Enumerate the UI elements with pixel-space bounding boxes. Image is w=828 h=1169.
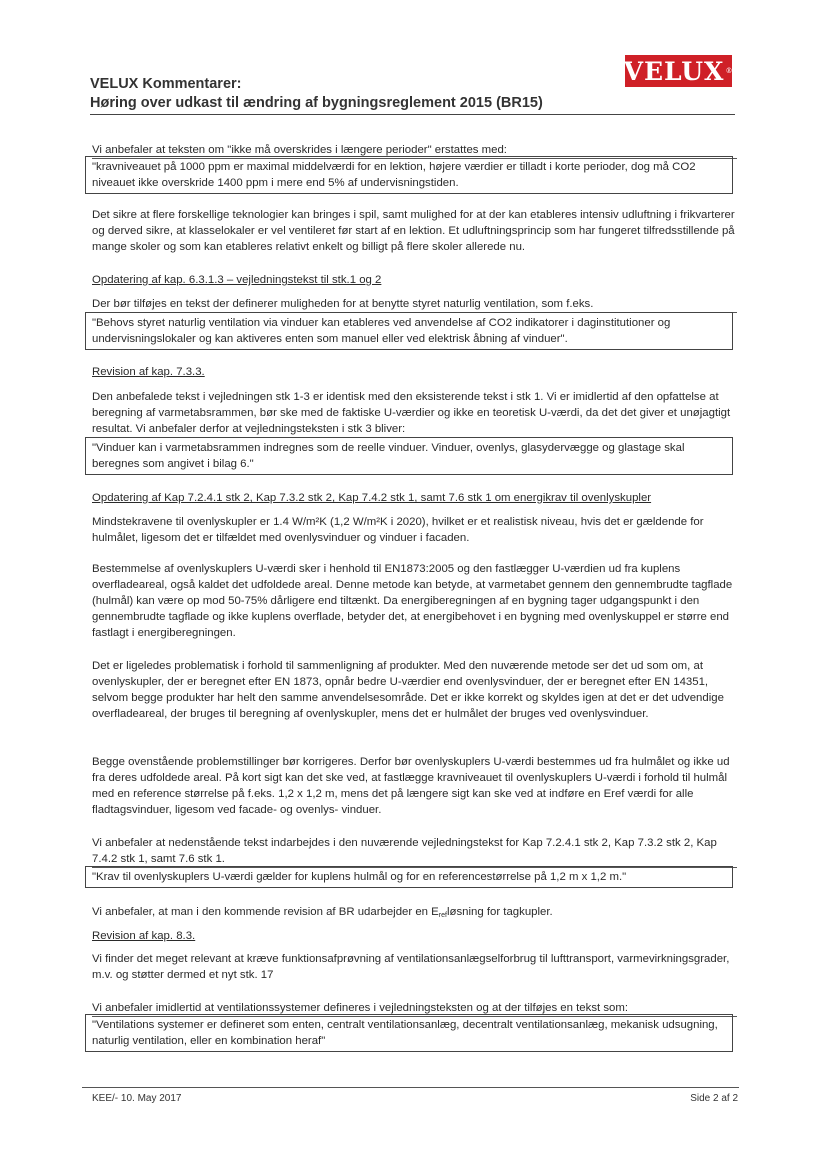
heading-7241: Opdatering af Kap 7.2.4.1 stk 2, Kap 7.3.2 stk 2, Kap 7.4.2 stk 1, samt 7.6 stk 1 om energikrav til ovenlyskupler — [92, 492, 652, 504]
kupler-para-3: Det er ligeledes problematisk i forhold til sammenligning af produkter. Med den nuværende metode ser det ud som om, at ovenlyskupler, der er beregnet efter EN 1873, opnår bedre U-værdier end ovenlysvinduer, der er beregnet efter EN 14351, selvom begge produkter har helt den samme anvendelsesområde. Det er ikke korrekt og skyldes igen at det er det udvendige overfladeareal, der bruges til beregning af ovenlyskupler, mens det er hulmålet der bruges ved ovenlysvinduer. — [92, 660, 724, 720]
kupler-para-1: Mindstekravene til ovenlyskupler er 1.4 W/m²K (1,2 W/m²K i 2020), hvilket er et realistisk niveau, hvis det er gældende for hulmålet, ligesom det er tilfældet med ovenlysvinduer og vinduer i facaden. — [92, 516, 704, 544]
eref-sub: ref — [438, 912, 447, 919]
co2-body: Det sikre at flere forskellige teknologier kan bringes i spil, samt mulighed for at der kan etableres intensiv udluftning i frikvarterer og derved sikre, at klasselokaler er vel ventileret før start af en lektion. Et udluftningsprincip som har fungeret tilfredsstillende på mange skoler og som kan etableres relativt enkelt og billigt på flere skoler allerede nu. — [92, 209, 735, 253]
vent-quote: "Behovs styret naturlig ventilation via vinduer kan etableres ved anvendelse af CO2 indikatorer i daginstitutioner og undervisningslokaler og kan aktiveres enten som manuel eller ved elektrisk åbning af vinduer". — [85, 312, 733, 350]
footer-date: KEE/- 10. May 2017 — [92, 1093, 182, 1104]
heading-83: Revision af kap. 8.3. — [92, 930, 196, 942]
title-line-2: Høring over udkast til ændring af bygningsreglement 2015 (BR15) — [90, 95, 543, 111]
title-divider — [90, 114, 735, 115]
heading-6313: Opdatering af kap. 6.3.1.3 – vejledningstekst til stk.1 og 2 — [92, 274, 382, 286]
vent-lead: Der bør tilføjes en tekst der definerer muligheden for at benytte styret naturlig ventilation, som f.eks. — [92, 296, 737, 313]
eref-paragraph — [92, 904, 737, 924]
kupler-quote: "Krav til ovenlyskuplers U-værdi gælder for kuplens hulmål og for en referencestørrelse på 1,2 m x 1,2 m." — [85, 866, 733, 888]
footer-divider — [82, 1087, 739, 1088]
eref-pre: Vi anbefaler, at man i den kommende revision af BR udarbejder en E — [92, 906, 439, 918]
document-title — [90, 75, 735, 117]
kupler-para-4: Begge ovenstående problemstillinger bør korrigeres. Derfor bør ovenlyskuplers U-værdi bestemmes ud fra hulmålet og ikke ud fra deres udfoldede areal. På kort sigt kan det ske ved, at fastlægge kravniveauet til ovenlyskuplers U-værdi i forhold til hulmål med en reference størrelse på f.eks. 1,2 x 1,2 m, mens det på længere sigt kan ske ved at indføre en Eref værdi for alle fladtagsvinduer, ligesom ved facade- og ovenlys- vinduer. — [92, 756, 730, 816]
r733-body: Den anbefalede tekst i vejledningen stk 1-3 er identisk med den eksisterende tekst i stk 1. Vi er imidlertid af den opfattelse at beregning af varmetabsrammen, bør ske med de faktiske U-værdier og ikke en teoretisk U-værdi, da det det giver et unøjagtigt resultat. Vi anbefaler derfor at vejledningsteksten i stk 3 bliver: — [92, 391, 731, 435]
title-line-1: VELUX Kommentarer: — [90, 76, 242, 92]
kupler-lead: Vi anbefaler at nedenstående tekst indarbejdes i den nuværende vejledningstekst for Kap 7.2.4.1 stk 2, Kap 7.3.2 stk 2, Kap 7.4.2 stk 1, samt 7.6 stk 1. — [92, 835, 737, 868]
page-number: Side 2 af 2 — [690, 1093, 738, 1104]
r733-quote: "Vinduer kan i varmetabsrammen indregnes som de reelle vinduer. Vinduer, ovenlys, glasydervægge og glastage skal beregnes som angivet i bilag 6." — [85, 437, 733, 475]
heading-733: Revision af kap. 7.3.3. — [92, 366, 205, 378]
logo-text: VELUX — [623, 56, 725, 86]
registered-mark: ® — [725, 67, 734, 75]
co2-quote: "kravniveauet på 1000 ppm er maximal middelværdi for en lektion, højere værdier er tilladt i korte perioder, dog må CO2 niveauet ikke overskride 1400 ppm i mere end 5% af undervisningstiden. — [85, 156, 733, 194]
co2-lead: Vi anbefaler at teksten om "ikke må overskrides i længere perioder" erstattes med: — [92, 142, 737, 159]
vs-lead: Vi anbefaler imidlertid at ventilationssystemer defineres i vejledningsteksten og at der tilføjes en tekst som: — [92, 1000, 737, 1017]
kupler-para-2: Bestemmelse af ovenlyskuplers U-værdi sker i henhold til EN1873:2005 og den fastlægger U-værdien ud fra kuplens overfladeareal, også kaldet det udfoldede areal. Denne metode kan betyde, at varmetabet gennem den gennembrudte tagflade (hulmål) kan være op mod 50-75% dårligere end tiltænkt. Da energiberegningen af en bygning tager udgangspunkt i den gennembrudte tagflade og ikke kuplens overflade, betyder det, at energibehovet i en bygning med ovenlyskuppel er større end fastlagt i energiberegningen. — [92, 563, 733, 639]
r83-body: Vi finder det meget relevant at kræve funktionsafprøvning af ventilationsanlægselforbrug til lufttransport, varmevirkningsgrader, m.v. og støtter dermed et nyt stk. 17 — [92, 953, 730, 981]
eref-post: løsning for tagkupler. — [446, 906, 553, 918]
vs-quote: "Ventilations systemer er defineret som enten, centralt ventilationsanlæg, decentralt ventilationsanlæg, mekanisk udsugning, naturlig ventilation, eller en kombination heraf" — [85, 1014, 733, 1052]
